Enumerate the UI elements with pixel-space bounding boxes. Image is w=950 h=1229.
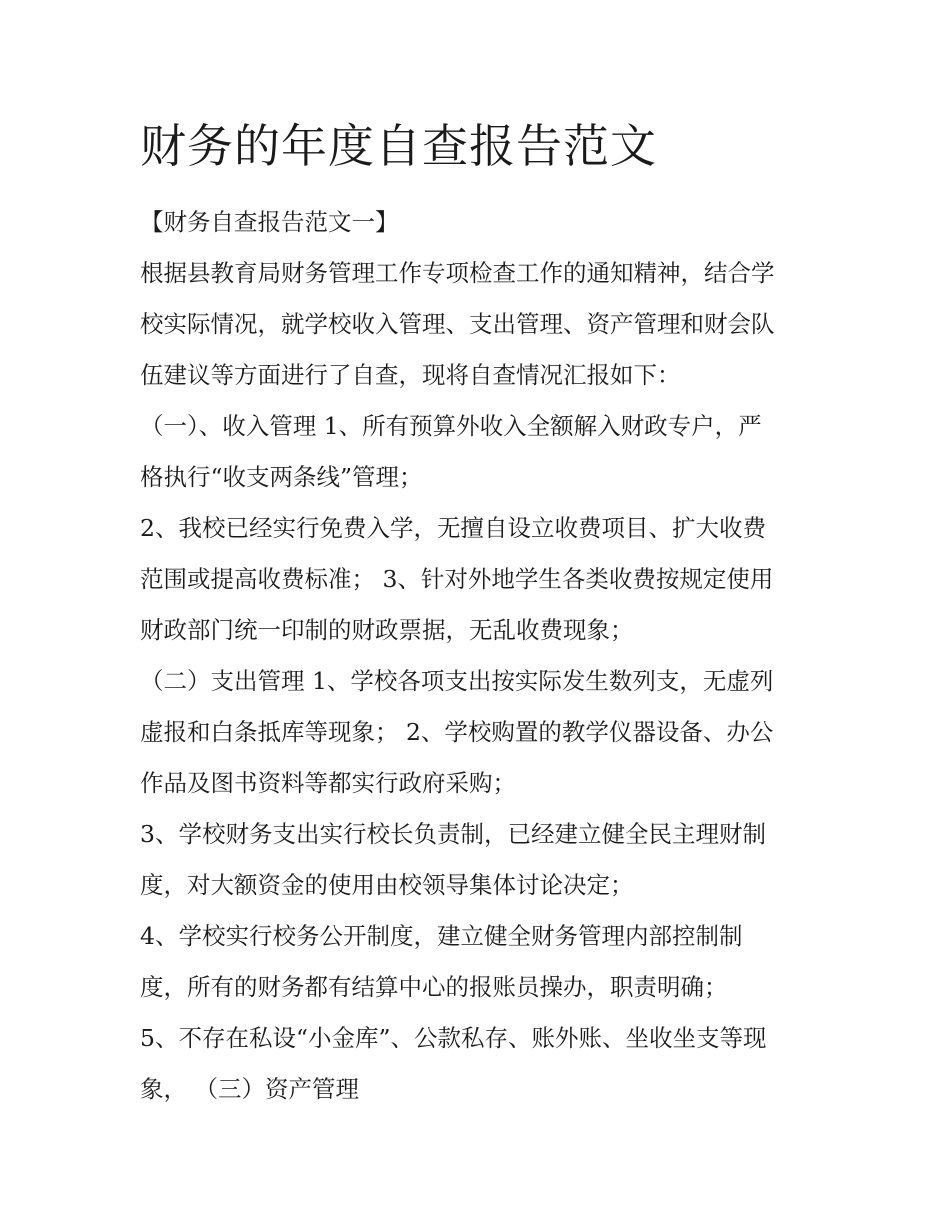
body-line: 5、不存在私设“小金库”、公款私存、账外账、坐收坐支等现 (140, 1024, 767, 1052)
body-line: 伍建议等方面进行了自查，现将自查情况汇报如下： (140, 361, 681, 389)
body-line: （一）、收入管理 1、所有预算外收入全额解入财政专户，严 (140, 412, 762, 440)
body-line: 格执行“收支两条线”管理； (140, 463, 423, 491)
body-line: 范围或提高收费标准； 3、针对外地学生各类收费按规定使用 (140, 565, 774, 593)
document-title: 财务的年度自查报告范文 (140, 119, 657, 173)
document-body (140, 197, 820, 1115)
body-line: 【财务自查报告范文一】 (140, 208, 399, 236)
body-line: 度，对大额资金的使用由校领导集体讨论决定； (140, 871, 634, 899)
body-line: 2、我校已经实行免费入学，无擅自设立收费项目、扩大收费 (140, 514, 766, 542)
body-line: 校实际情况，就学校收入管理、支出管理、资产管理和财会队 (140, 310, 775, 338)
body-line: 4、学校实行校务公开制度，建立健全财务管理内部控制制 (140, 922, 743, 950)
body-line: （二）支出管理 1、学校各项支出按实际发生数列支，无虚列 (140, 667, 774, 695)
body-line: 虚报和白条抵库等现象； 2、学校购置的教学仪器设备、办公 (140, 718, 774, 746)
body-line: 根据县教育局财务管理工作专项检查工作的通知精神，结合学 (140, 259, 775, 287)
body-line: 象， （三）资产管理 (140, 1075, 359, 1103)
body-line: 财政部门统一印制的财政票据，无乱收费现象； (140, 616, 634, 644)
body-line: 度，所有的财务都有结算中心的报账员操办，职责明确； (140, 973, 728, 1001)
body-line: 3、学校财务支出实行校长负责制，已经建立健全民主理财制 (140, 820, 766, 848)
body-line: 作品及图书资料等都实行政府采购； (140, 769, 516, 797)
